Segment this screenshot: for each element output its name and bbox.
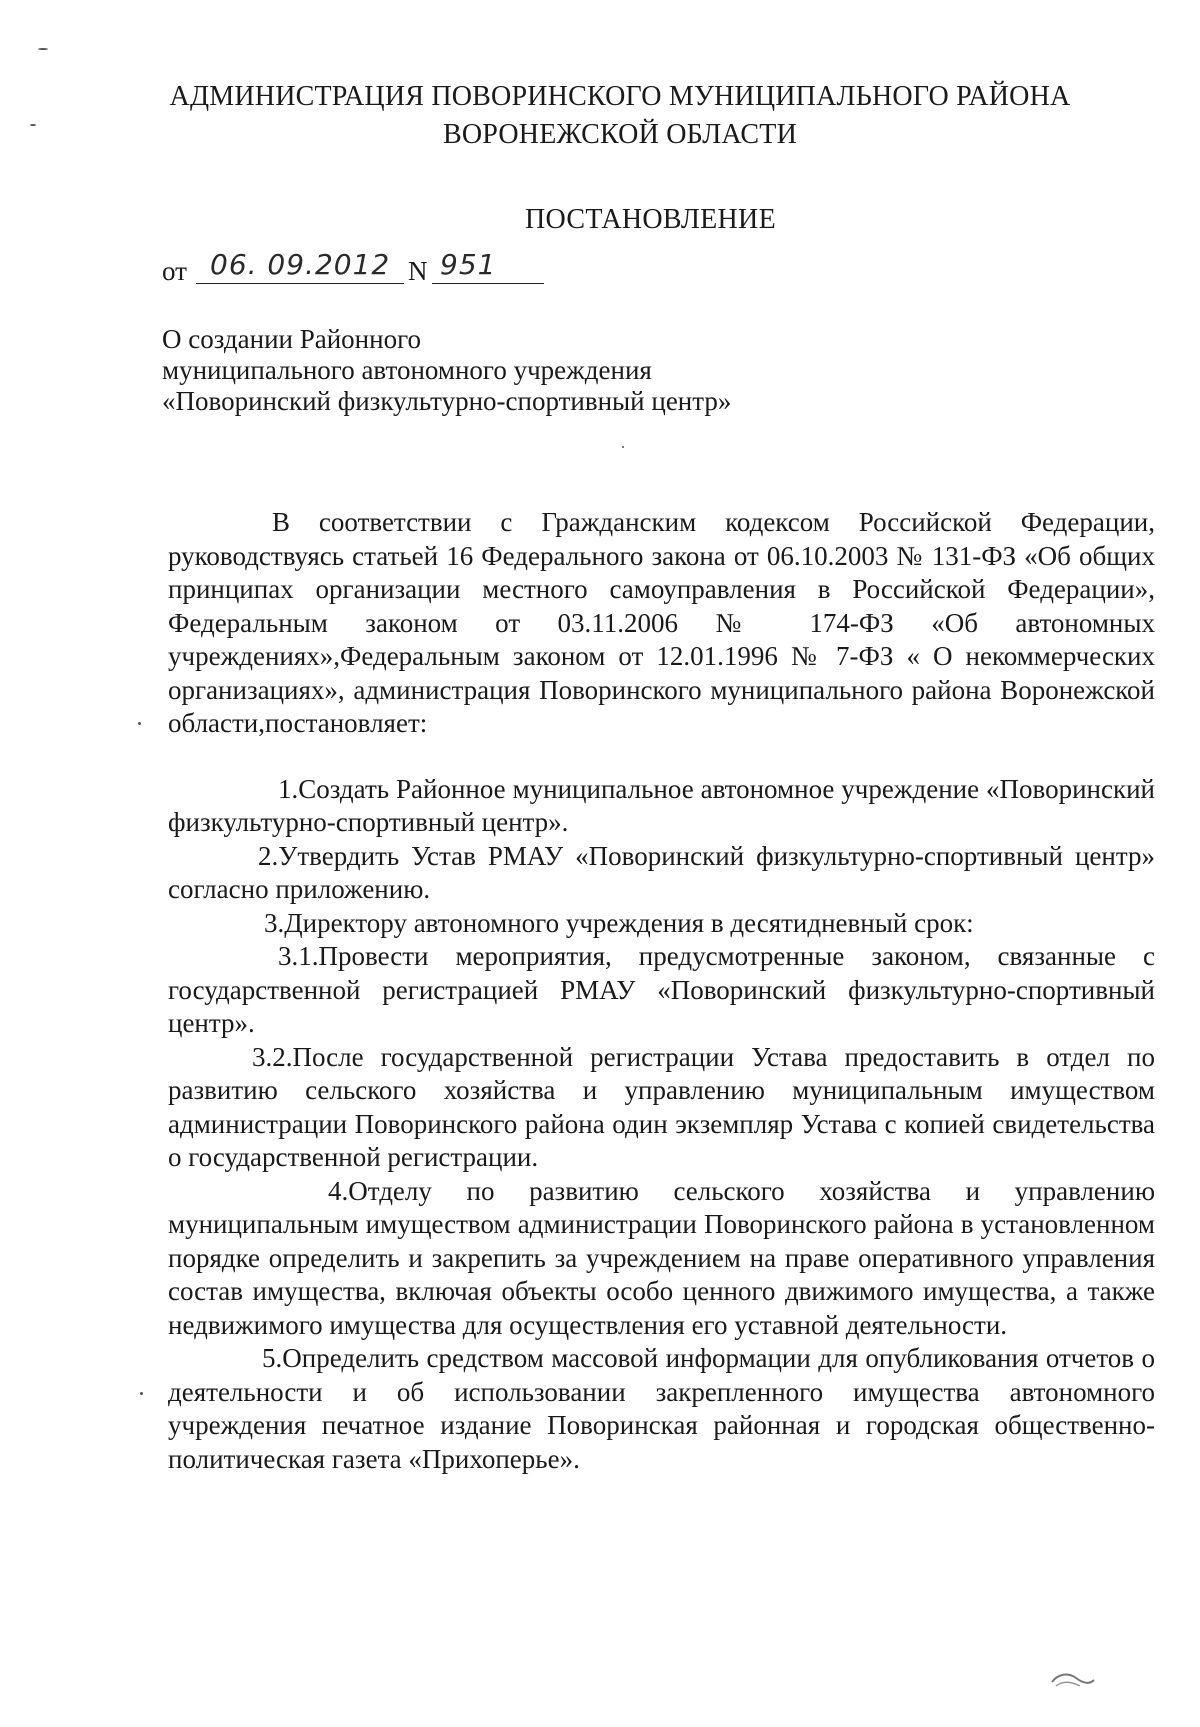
document-header [120,78,1120,154]
clause-5: 5.Определить средством массовой информации для опубликования отчетов о деятельности и об использовании закрепленного имущества автономного учреждения печатное издание Поворинская районная и городская общественно-политическая газета «Прихоперье». [168,1343,1155,1474]
date-handwritten: 06. 09.2012 [210,248,391,281]
clause-1: 1.Создать Районное муниципальное автономное учреждение «Поворинский физкультурно-спортивный центр». [168,773,1155,837]
scan-speck [38,48,48,50]
scan-speck [138,722,141,725]
document-body [168,506,1155,1476]
subject-line: «Поворинский физкультурно-спортивный центр» [162,386,732,416]
number-label: N [408,256,428,286]
paragraph-gap [168,741,1155,773]
clause-3-2: 3.2.После государственной регистрации Устава предоставить в отдел по развитию сельского хозяйства и управлению муниципальным имуществом администрации Поворинского района один экземпляр Устава с копией свидетельства о государственной регистрации. [168,1041,1155,1172]
clause-2: 2.Утвердить Устав РМАУ «Поворинский физкультурно-спортивный центр» согласно приложению. [168,840,1155,904]
scan-speck [140,1392,143,1395]
scan-speck [30,124,36,126]
document-type-title: ПОСТАНОВЛЕНИЕ [525,204,776,235]
subject-line: муниципального автономного учреждения [162,355,652,385]
subject-line: О создании Районного [162,324,421,354]
date-from-label: от [162,256,187,286]
document-subject [162,324,731,417]
header-line-region: ВОРОНЕЖСКОЙ ОБЛАСТИ [442,119,798,150]
clause-4: 4.Отделу по развитию сельского хозяйства и управлению муниципальным имуществом администрации Поворинского района в установленном порядке определить и закрепить за учреждением на праве оперативного управления состав имущества, включая объекты особо ценного движимого имущества, а также недвижимого имущества для осуществления его уставной деятельности. [168,1175,1155,1340]
clause-3: 3.Директору автономного учреждения в десятидневный срок: [264,907,974,938]
header-line-organization: АДМИНИСТРАЦИЯ ПОВОРИНСКОГО МУНИЦИПАЛЬНОГО РАЙОНА [169,81,1071,112]
clause-3-1: 3.1.Провести мероприятия, предусмотренные законом, связанные с государственной регистрацией РМАУ «Поворинский физкультурно-спортивный центр». [168,941,1155,1038]
number-handwritten: 951 [440,248,497,281]
preamble-paragraph: В соответствии с Гражданским кодексом Российской Федерации, руководствуясь статьей 16 Федерального закона от 06.10.2003 № 131-ФЗ «Об общих принципах организации местного самоуправления в Российской Федерации», Федеральным законом от 03.11.2006 № 174-ФЗ «Об автономных учреждениях»,Федеральным законом от 12.01.1996 № 7-ФЗ « О некоммерческих организациях», администрация Поворинского муниципального района Воронежской области,постановляет: [168,507,1155,738]
date-number-line [162,250,582,290]
scan-smudge-icon [1050,1670,1096,1690]
scan-speck [622,446,624,448]
